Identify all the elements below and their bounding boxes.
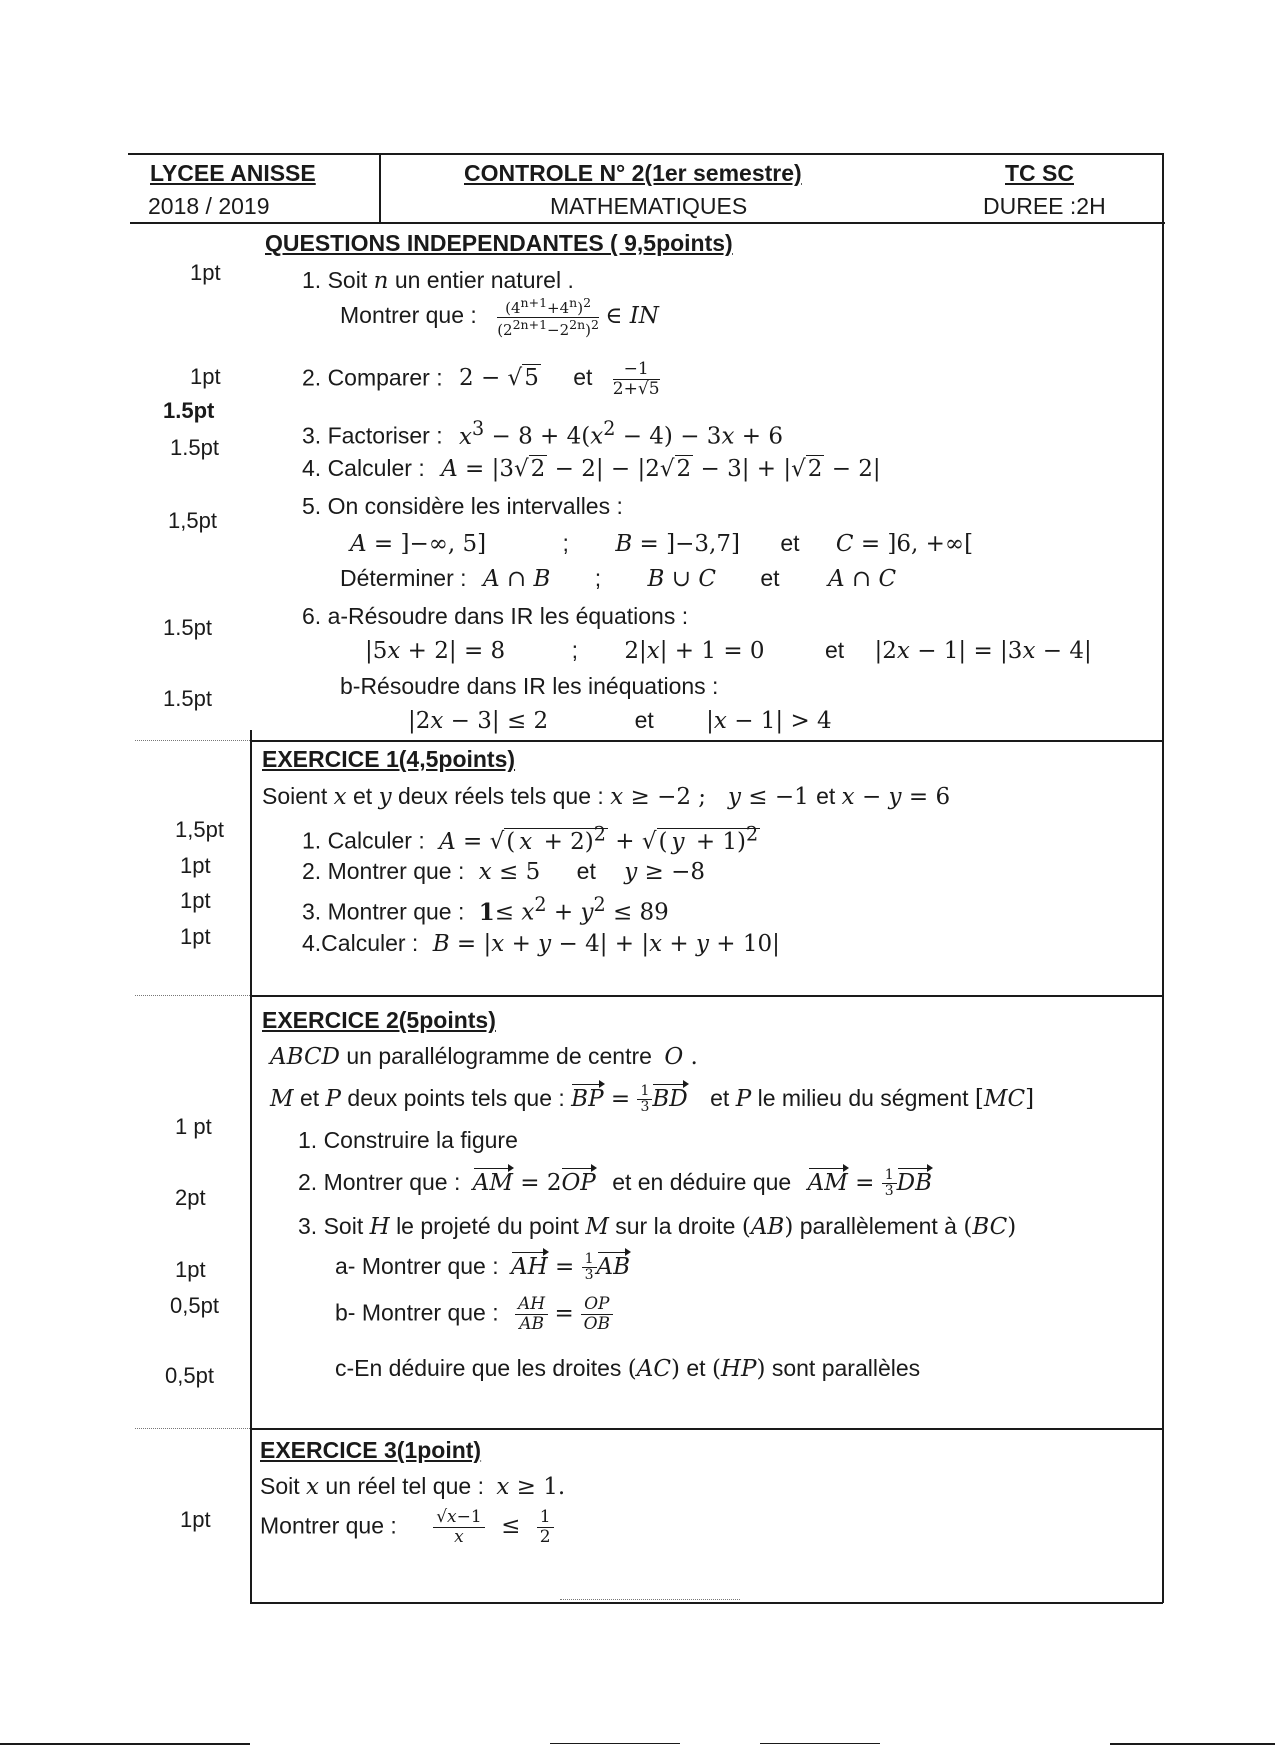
et-word: et [686,1355,706,1381]
frame-right-line [1162,153,1164,1603]
exercise-1-q1: 1. Calculer : A = √( x + 2)$^2$ + √( y + 1)$^2$ [302,822,759,855]
question-1-text: un entier naturel . [394,267,574,293]
question-5-prompt: Déterminer : [340,565,467,591]
text-segment: et [299,1084,320,1111]
section-title-exercise-2: EXERCICE 2(5points) [262,1007,496,1033]
points-column-line [250,730,252,1603]
header-divider [379,153,381,222]
text-segment: sont parallèles [771,1355,921,1381]
et-word: et [780,530,800,556]
exam-subject: MATHEMATIQUES [550,193,748,219]
text-segment: parallèlement à [799,1213,957,1239]
question-5: 5. On considère les intervalles : [302,493,623,519]
points-label: 1.5pt [163,615,212,640]
separator: ; [571,637,578,663]
exam-duration: DUREE :2H [983,193,1106,219]
question-label: 3. Montrer que : [302,898,465,925]
text-segment: et [352,783,373,809]
points-label: 1pt [180,853,211,878]
section-divider-2 [250,995,1163,997]
school-year: 2018 / 2019 [148,193,270,219]
question-label: 1. Calculer : [302,827,425,854]
text-segment: un réel tel que : [325,1473,484,1499]
question-label: a- Montrer que : [335,1252,499,1279]
section-title-exercise-1: EXERCICE 1(4,5points) [262,746,516,772]
question-label: b- Montrer que : [335,1299,499,1326]
exercise-1-q3: 3. Montrer que : $1\le x^2 + y^2 \le 89$ [302,893,669,926]
question-1-prompt: Montrer que : [340,302,477,329]
et-word: et [634,707,654,733]
header-bottom-line [130,222,1165,224]
question-6b-inequations: |2x − 3| ≤ 2 et |x − 1| > 4 [408,707,832,734]
et-word: et [710,1084,730,1111]
school-name: LYCEE ANISSE [150,160,316,186]
question-2-label: 2. Comparer : [302,364,443,391]
text-segment: et en déduire que [612,1168,792,1195]
fraction-expression: $\frac{(4^{n+1}+4^n)^2}{(2^{2n+1}-2^{2n})^2}$ [497,295,599,339]
question-4: 4. Calculer : A = |3√2 − 2| − |2√2 − 3| + |√2 − 2| [302,455,881,482]
text-segment: deux points tels que : [347,1084,565,1111]
et-word: et [760,565,780,591]
dotted-rule [560,1599,740,1600]
question-label: Montrer que : [260,1512,397,1539]
points-label: 2pt [175,1185,206,1210]
question-4-label: 4. Calculer : [302,455,425,481]
points-label: 1pt [190,364,221,389]
question-label: 2. Montrer que : [302,858,465,884]
question-3-label: 3. Factoriser : [302,422,443,449]
text-segment: Soient [262,783,328,809]
exercise-2-q3: 3. Soit H le projeté du point M sur la droite (AB) parallèlement à (BC) [298,1213,1017,1240]
question-3: 3. Factoriser : $x^3 - 8 + 4(x^2 - 4) - 3x + 6$ [302,417,783,450]
points-label: 1pt [180,888,211,913]
text-segment: un parallélogramme de centre [346,1043,652,1069]
points-label: 1pt [190,260,221,285]
exercise-2-q1: 1. Construire la figure [298,1127,518,1153]
exercise-3-question: Montrer que : $\frac{√x-1}{x}$ ≤ $\frac{1}{2}$ [260,1508,554,1546]
points-label: 0,5pt [170,1293,219,1318]
points-label: 1,5pt [175,817,224,842]
question-2: 2. Comparer : 2 − √5 et $\frac{-1}{2+√5}$ [302,359,660,399]
footer-line [1110,1743,1275,1745]
footer-line [0,1743,250,1745]
question-5-determine: Déterminer : A ∩ B ; B ∪ C et A ∩ C [340,565,897,592]
question-label: 2. Montrer que : [298,1168,461,1195]
points-label: 0,5pt [165,1363,214,1388]
question-6a-equations: |5x + 2| = 8 ; 2|x| + 1 = 0 et |2x − 1| = |3x − 4| [365,637,1092,664]
text-segment: le milieu du ségment [757,1084,969,1111]
points-label: 1 pt [175,1114,212,1139]
exercise-3-intro: Soit x un réel tel que : x ≥ 1. [260,1473,566,1500]
text-segment: deux réels tels que : [397,783,604,809]
dotted-rule [135,995,250,996]
text-segment: le projeté du point [396,1213,579,1239]
exercise-2-intro-1: ABCD un parallélogramme de centre O . [270,1043,698,1070]
exercise-2-qa: a- Montrer que : AH = $\frac{1}{3}$ AB [335,1251,631,1284]
et-word: et [573,364,593,391]
points-label: 1,5pt [168,508,217,533]
exercise-2-qb: b- Montrer que : $\frac{AH}{AB}$ = $\frac{OP}{OB}$ [335,1295,613,1333]
footer-line [550,1743,680,1744]
section-title-exercise-3: EXERCICE 3(1point) [260,1437,482,1463]
question-label: 4.Calculer : [302,930,419,956]
points-label: 1.5pt [170,435,219,460]
section-title-questions: QUESTIONS INDEPENDANTES ( 9,5points) [265,230,733,256]
et-word: et [816,783,836,809]
question-6b: b-Résoudre dans IR les inéquations : [340,673,719,699]
separator: ; [562,530,569,556]
points-label: 1pt [180,924,211,949]
exercise-1-q4: 4.Calculer : B = |x + y − 4| + |x + y + 10| [302,930,780,957]
question-1: 1. Soit n un entier naturel . [302,267,574,294]
points-label: 1pt [175,1257,206,1282]
text-segment: sur la droite [615,1213,736,1239]
exercise-2-intro-2: M et P deux points tels que : BP = $\frac{1}{3}$ BD et P le milieu du ségment [MC] [270,1083,1035,1116]
exercise-1-intro: Soient x et y deux réels tels que : x ≥ −2 ; y ≤ −1 et x − y = 6 [262,783,951,810]
dotted-rule [135,1428,250,1429]
class-name: TC SC [1005,160,1074,186]
section-divider-1 [250,740,1163,742]
question-5-intervals: A = ]−∞, 5] ; B = ]−3,7] et C = ]6, +∞[ [350,530,974,557]
dotted-rule [135,740,250,741]
text-segment: c-En déduire que les droites [335,1355,622,1381]
et-word: et [824,637,845,663]
question-1-statement: Montrer que : $\frac{(4^{n+1}+4^n)^2}{(2^{2n+1}-2^{2n})^2}$ ∈ IN [340,295,659,339]
points-label: 1.5pt [163,686,212,711]
points-label: 1.5pt [163,398,215,423]
exercise-2-q2: 2. Montrer que : AM = 2OP et en déduire que AM = $\frac{1}{3}$ DB [298,1167,932,1200]
question-1-label: 1. Soit [302,267,368,293]
et-word: et [576,858,596,884]
text-segment: Soit [260,1473,300,1499]
separator: ; [594,565,602,591]
footer-line [760,1743,880,1744]
exercise-2-qc: c-En déduire que les droites (AC) et (HP) sont parallèles [335,1355,921,1382]
frame-top-line [128,153,1163,155]
exercise-1-q2: 2. Montrer que : x ≤ 5 et y ≥ −8 [302,858,706,885]
question-6a: 6. a-Résoudre dans IR les équations : [302,603,689,629]
points-label: 1pt [180,1507,211,1532]
exam-title: CONTROLE N° 2(1er semestre) [464,160,802,186]
question-label: 3. Soit [298,1213,364,1239]
fraction-expression: $\frac{-1}{2+√5}$ [612,359,660,399]
frame-bottom-line [250,1602,1163,1604]
section-divider-3 [250,1428,1163,1430]
